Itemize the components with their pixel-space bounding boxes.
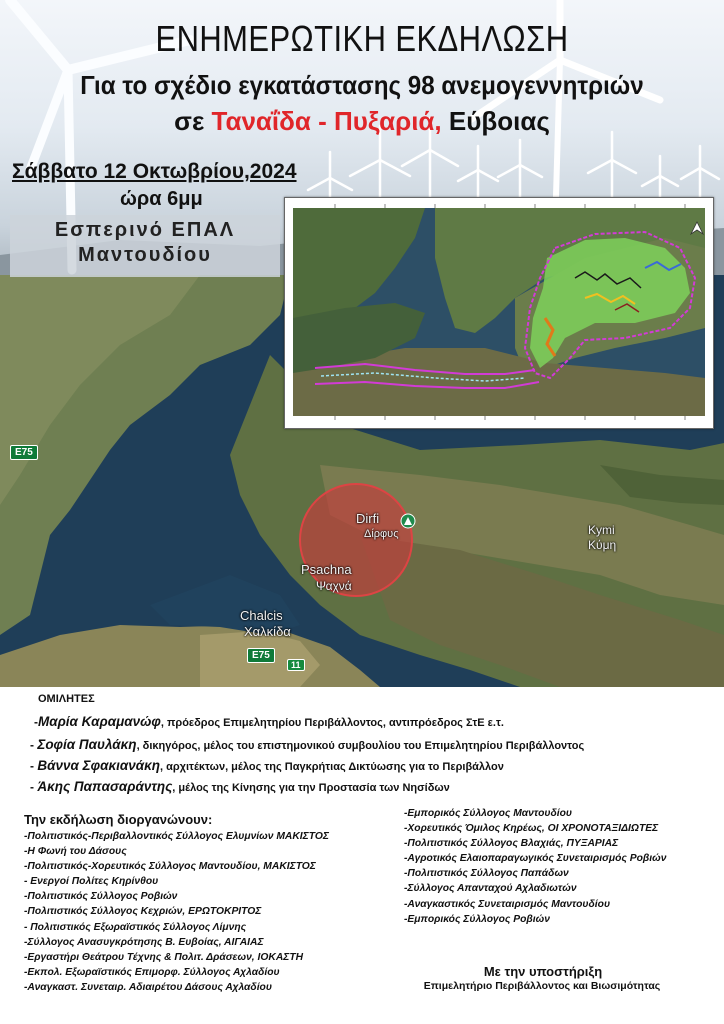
subtitle-suffix: Εύβοιας — [441, 106, 550, 136]
organizer-item: -Αγροτικός Ελαιοπαραγωγικός Συνεταιρισμός Ροβιών — [404, 853, 667, 865]
speaker-name: Μαρία Καραμανώφ — [38, 714, 161, 729]
speaker-role: , αρχιτέκτων, μέλος της Παγκρήτιας Δικτύωσης για το Περιβάλλον — [159, 761, 504, 773]
place-label-kymi: Kymi — [588, 523, 615, 537]
road-sign-e75-north: E75 — [10, 445, 38, 460]
speakers-heading: ΟΜΙΛΗΤΕΣ — [38, 693, 95, 705]
organizers-heading: Την εκδήλωση διοργανώνουν: — [24, 812, 213, 827]
place-label-kymi-greek: Κύμη — [588, 538, 617, 552]
event-subtitle-line2 — [0, 106, 724, 137]
organizer-item: -Η Φωνή του Δάσους — [24, 846, 127, 858]
organizer-item: -Αναγκαστικός Συνεταιρισμός Μαντουδίου — [404, 898, 611, 910]
event-date: Σάββατο 12 Οκτωβρίου,2024 — [12, 160, 297, 183]
organizer-item: -Χορευτικός Όμιλος Κηρέως, ΟΙ ΧΡΟΝΟΤΑΞΙΔΙΩΤΕΣ — [404, 823, 659, 835]
speaker-prefix: - — [30, 780, 38, 794]
speaker-name: Βάννα Σφακιανάκη — [37, 758, 160, 773]
road-sign-11: 11 — [287, 659, 305, 671]
speaker-prefix: - — [34, 715, 38, 729]
event-title: ΕΝΗΜΕΡΩΤΙΚΗ ΕΚΔΗΛΩΣΗ — [155, 18, 569, 59]
place-label-dirfi-greek: Δίρφυς — [364, 528, 399, 540]
organizer-item: -Πολιτιστικός-Χορευτικός Σύλλογος Μαντουδίου, ΜΑΚΙΣΤΟΣ — [24, 861, 316, 873]
speaker-role: , πρόεδρος Επιμελητηρίου Περιβάλλοντος, αντιπρόεδρος ΣτΕ ε.τ. — [160, 717, 504, 729]
subtitle-prefix: σε — [174, 106, 212, 136]
venue-town: Μαντουδίου — [78, 244, 212, 266]
place-label-chalcis-greek: Χαλκίδα — [244, 624, 291, 639]
organizer-item: -Εργαστήρι Θεάτρου Τέχνης & Πολιτ. Δράσεων, ΙΟΚΑΣΤΗ — [24, 951, 304, 963]
organizer-item: - Ενεργοί Πολίτες Κηρίνθου — [24, 876, 159, 888]
organizers-list-right — [404, 806, 666, 927]
speaker-item — [30, 779, 450, 794]
event-time: ώρα 6μμ — [120, 188, 203, 210]
organizer-item: -Σύλλογος Απανταχού Αχλαδιωτών — [404, 883, 577, 895]
place-label-chalcis: Chalcis — [240, 608, 283, 623]
speaker-role: , μέλος της Κίνησης για την Προστασία των Νησίδων — [172, 782, 450, 794]
speaker-item — [34, 714, 504, 729]
organizer-item: -Εμπορικός Σύλλογος Ροβιών — [404, 913, 550, 925]
speaker-role: , δικηγόρος, μέλος του επιστημονικού συμβουλίου του Επιμελητηρίου Περιβάλλοντος — [136, 740, 585, 752]
place-label-dirfi: Dirfi — [356, 511, 380, 526]
road-sign-e75-south: E75 — [247, 648, 275, 663]
speaker-item — [30, 737, 584, 752]
speaker-name: Άκης Παπασαράντης — [37, 779, 173, 794]
organizer-item: -Πολιτιστικός Σύλλογος Βλαχιάς, ΠΥΞΑΡΙΑΣ — [404, 838, 619, 850]
organizer-item: -Πολιτιστικός Σύλλογος Κεχριών, ΕΡΩΤΟΚΡΙΤΟΣ — [24, 906, 262, 918]
support-organization: Επιμελητήριο Περιβάλλοντος και Βιωσιμότητας — [423, 980, 661, 992]
speaker-prefix: - — [30, 759, 38, 773]
venue-name: Εσπερινό ΕΠΑΛ — [54, 219, 236, 241]
support-heading: Με την υποστήριξη — [483, 964, 603, 979]
organizer-item: -Πολιτιστικός-Περιβαλλοντικός Σύλλογος Ελυμνίων ΜΑΚΙΣΤΟΣ — [24, 831, 329, 842]
venue-box — [10, 215, 280, 277]
organizers-list-left — [24, 829, 329, 995]
event-subtitle-line1: Για το σχέδιο εγκατάστασης 98 ανεμογεννητριών — [80, 70, 644, 100]
inset-map-graphic — [285, 198, 713, 428]
place-label-psachna: Psachna — [301, 562, 352, 577]
speaker-prefix: - — [30, 738, 38, 752]
subtitle-location-highlight: Ταναΐδα - Πυξαριά, — [211, 106, 442, 136]
organizer-item: -Αναγκαστ. Συνεταιρ. Αδιαιρέτου Δάσους Αχλαδίου — [24, 981, 272, 993]
organizer-item: -Εκπολ. Εξωραϊστικός Επιμορφ. Σύλλογος Αχλαδίου — [24, 966, 280, 978]
organizer-item: -Σύλλογος Ανασυγκρότησης Β. Ευβοίας, ΑΙΓΑΙΑΣ — [24, 936, 264, 948]
place-label-psachna-greek: Ψαχνά — [316, 579, 352, 593]
speaker-item — [30, 758, 504, 773]
organizer-item: -Πολιτιστικός Σύλλογος Ροβιών — [24, 891, 178, 903]
speaker-name: Σοφία Παυλάκη — [37, 737, 137, 752]
organizer-item: -Πολιτιστικός Σύλλογος Παπάδων — [404, 868, 569, 880]
project-inset-map — [284, 197, 714, 429]
organizer-item: -Εμπορικός Σύλλογος Μαντουδίου — [404, 808, 573, 819]
organizer-item: - Πολιτιστικός Εξωραϊστικός Σύλλογος Λίμνης — [24, 921, 247, 933]
